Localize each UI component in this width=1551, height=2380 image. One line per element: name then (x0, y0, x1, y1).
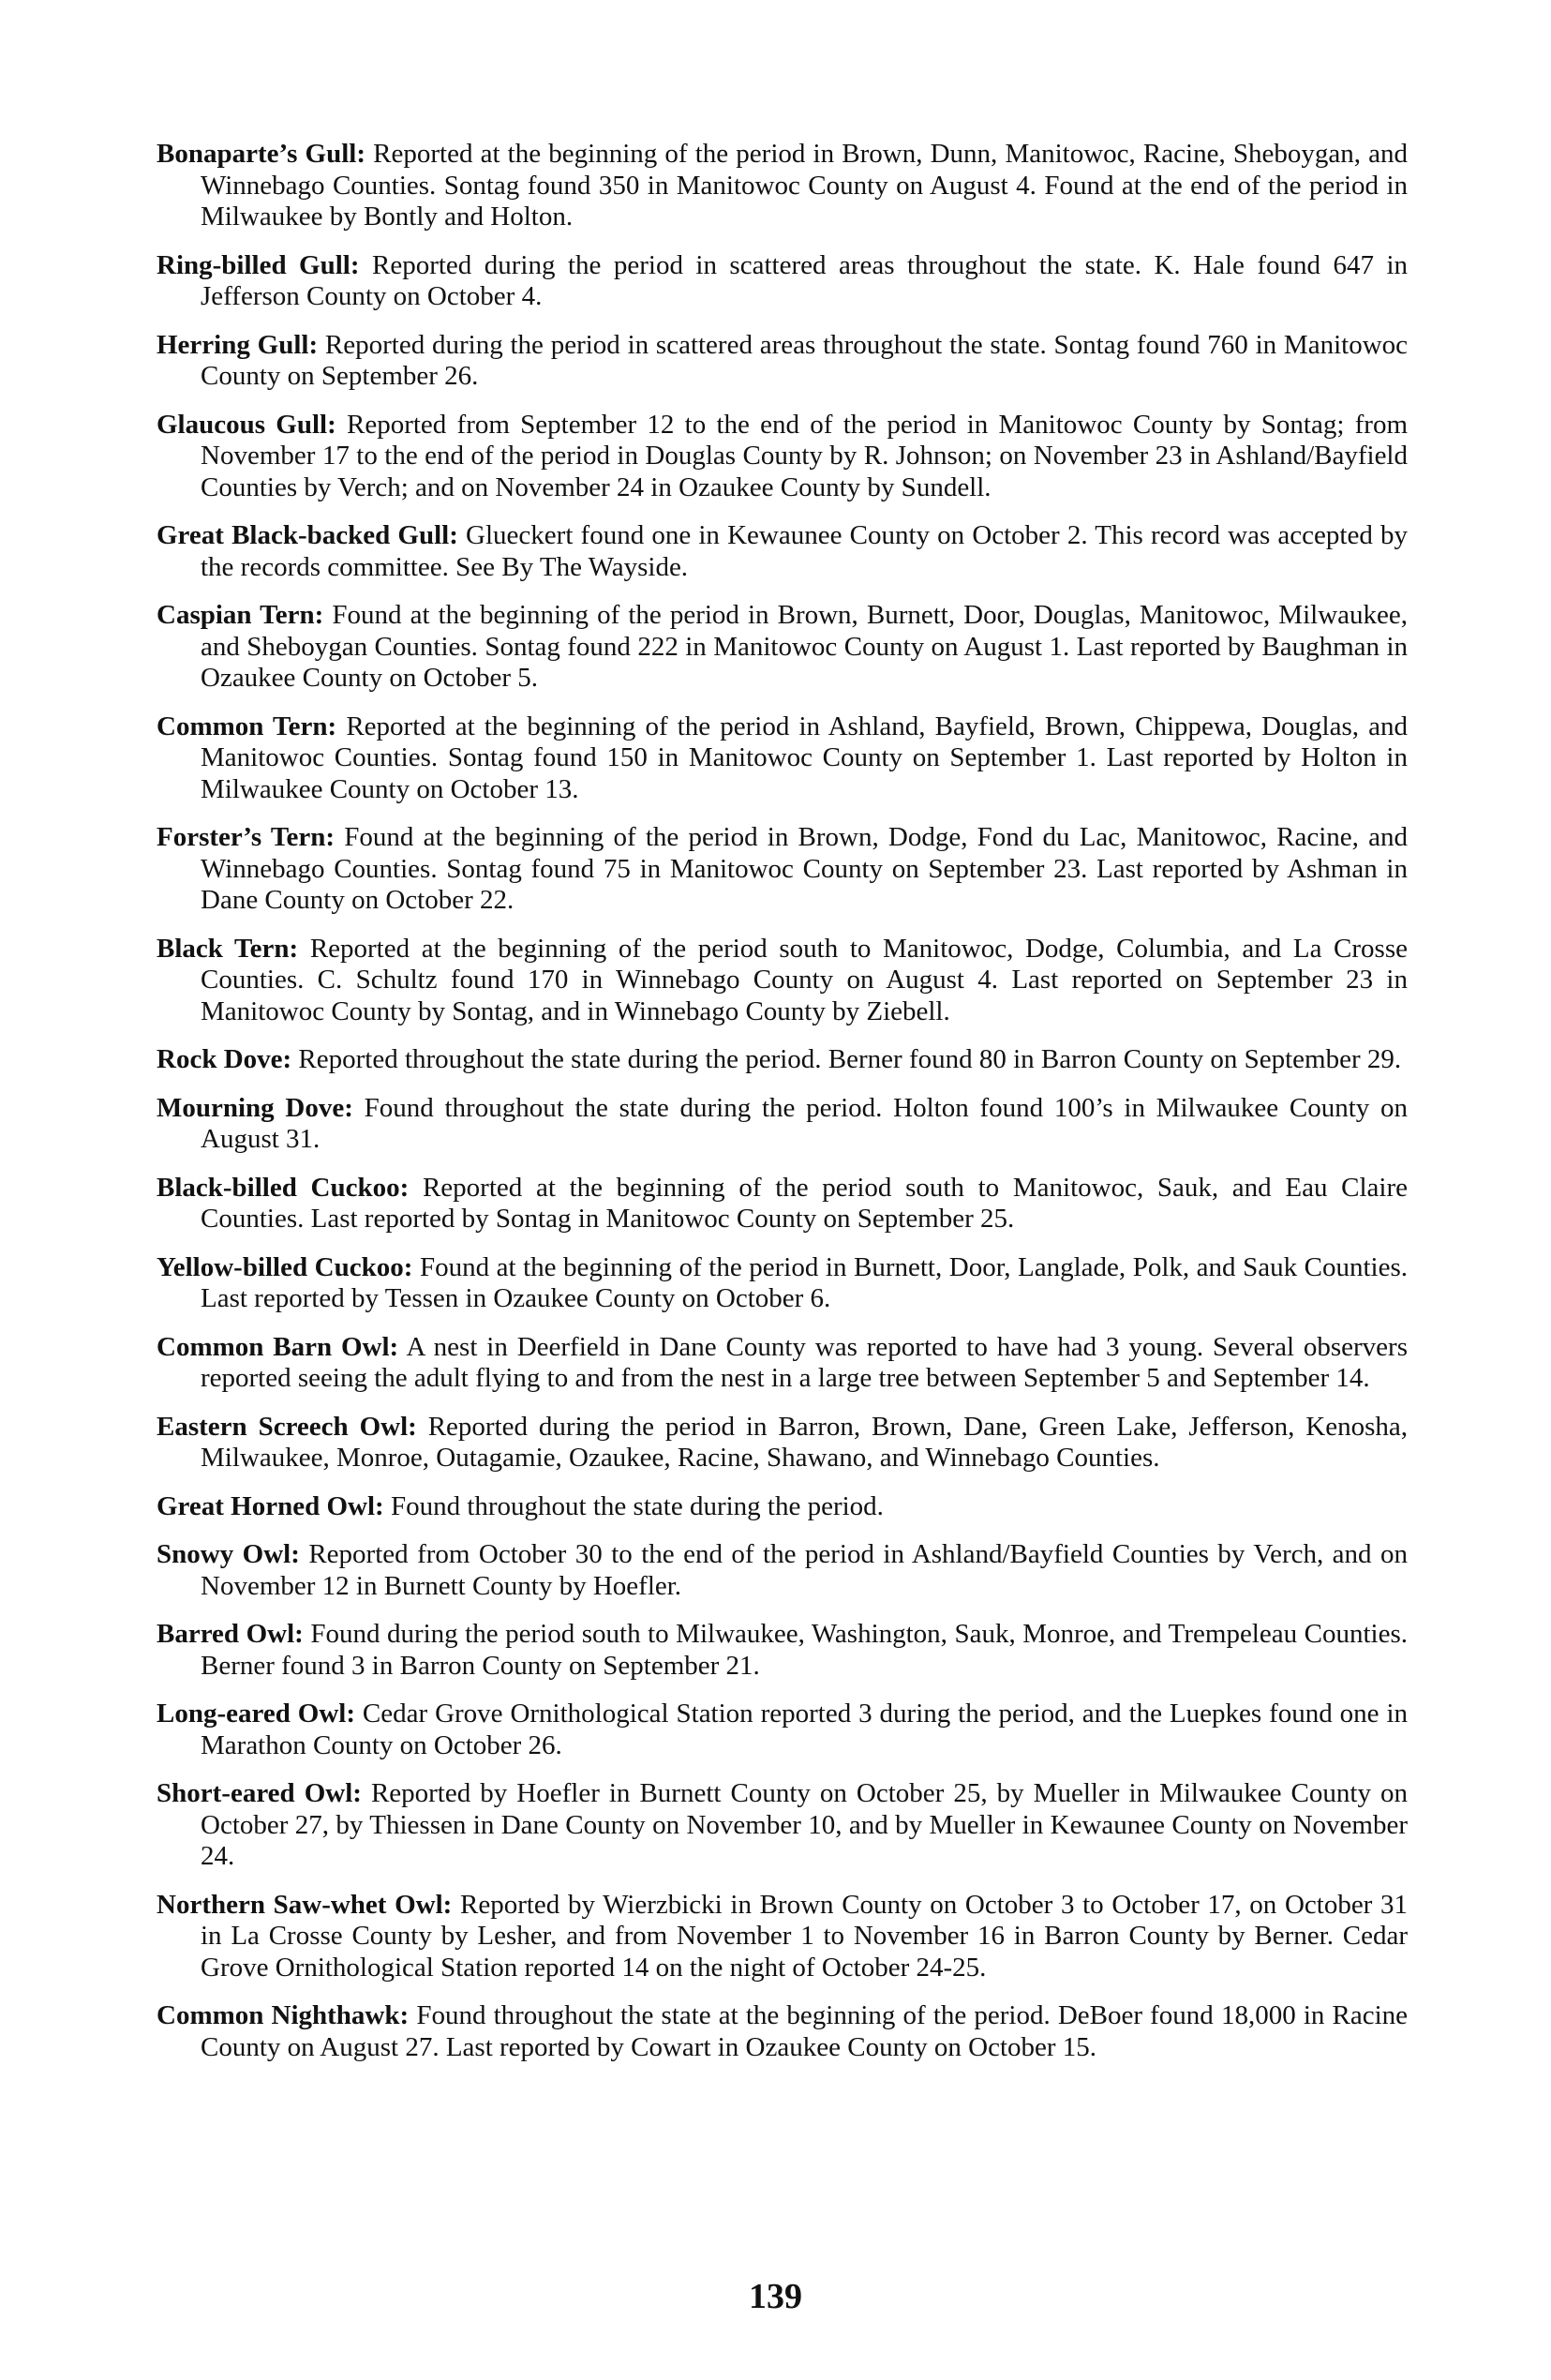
species-text: Reported at the beginning of the period in Brown, Dunn, Manitowoc, Racine, Sheboygan, and Winnebago Counties. Sontag found 350 in Manitowoc County on August 4. Found at the end of the period in Milwaukee by Bontly and Holton. (201, 139, 1408, 232)
species-text: Reported by Wierzbicki in Brown County on October 3 to October 17, on October 31 in La Crosse County by Lesher, and from November 1 to November 16 in Barron County by Berner. Cedar Grove Ornithological Station reported 14 on the night of October 24-25. (201, 1889, 1408, 1983)
species-name: Snowy Owl: (157, 1539, 300, 1569)
species-text: A nest in Deerfield in Dane County was reported to have had 3 young. Several observers reported seeing the adult flying to and from the nest in a large tree between September 5 and September 14. (201, 1331, 1408, 1393)
species-name: Northern Saw-whet Owl: (157, 1889, 453, 1920)
species-name: Caspian Tern: (157, 600, 324, 630)
species-entry (157, 934, 1408, 1028)
species-entry (157, 1252, 1408, 1315)
species-entry (157, 822, 1408, 917)
species-name: Long-eared Owl: (157, 1699, 355, 1729)
species-name: Great Black-backed Gull: (157, 520, 458, 550)
species-text: Glueckert found one in Kewaunee County on October 2. This record was accepted by the records committee. See By The Wayside. (201, 520, 1408, 582)
species-entry (157, 330, 1408, 393)
species-name: Common Barn Owl: (157, 1331, 399, 1362)
species-name: Short-eared Owl: (157, 1778, 362, 1808)
species-text: Cedar Grove Ornithological Station reported 3 during the period, and the Luepkes found one in Marathon County on October 26. (201, 1699, 1408, 1760)
species-entry (157, 2000, 1408, 2063)
species-text: Reported from September 12 to the end of the period in Manitowoc County by Sontag; from November 17 to the end of the period in Douglas County by R. Johnson; on November 23 in Ashland/Bayfield Counties by Verch; and on November 24 in Ozaukee County by Sundell. (201, 409, 1408, 502)
species-entry (157, 139, 1408, 233)
species-entry (157, 1699, 1408, 1761)
species-name: Great Horned Owl: (157, 1490, 384, 1521)
species-name: Ring-billed Gull: (157, 249, 360, 280)
species-entry (157, 1412, 1408, 1474)
species-text: Reported by Hoefler in Burnett County on October 25, by Mueller in Milwaukee County on October 27, by Thiessen in Dane County on November 10, and by Mueller in Kewaunee County on November 24. (201, 1778, 1408, 1871)
species-name: Glaucous Gull: (157, 409, 336, 440)
species-text: Found throughout the state during the period. (390, 1490, 884, 1521)
species-text: Found during the period south to Milwaukee, Washington, Sauk, Monroe, and Trempeleau Counties. Berner found 3 in Barron County on September 21. (201, 1619, 1408, 1681)
species-text: Reported at the beginning of the period south to Manitowoc, Sauk, and Eau Claire Counties. Last reported by Sontag in Manitowoc County on September 25. (201, 1172, 1408, 1234)
species-entry (157, 1332, 1408, 1395)
species-name: Herring Gull: (157, 329, 319, 360)
species-name: Black-billed Cuckoo: (157, 1172, 410, 1203)
species-name: Barred Owl: (157, 1619, 304, 1649)
species-name: Forster’s Tern: (157, 822, 336, 852)
species-text: Found throughout the state at the beginning of the period. DeBoer found 18,000 in Racine County on August 27. Last reported by Cowart in Ozaukee County on October 15. (201, 2000, 1409, 2062)
species-text: Reported at the beginning of the period south to Manitowoc, Dodge, Columbia, and La Crosse Counties. C. Schultz found 170 in Winnebago County on August 4. Last reported on September 23 in Manitowoc County by Sontag, and in Winnebago County by Ziebell. (201, 933, 1408, 1026)
species-text: Found at the beginning of the period in Brown, Dodge, Fond du Lac, Manitowoc, Racine, and Winnebago Counties. Sontag found 75 in Manitowoc County on September 23. Last reported by Ashman in Dane County on October 22. (201, 822, 1408, 915)
species-entry (157, 410, 1408, 504)
species-name: Rock Dove: (157, 1044, 292, 1074)
species-entry (157, 1619, 1408, 1682)
page-number: 139 (749, 2277, 802, 2316)
species-entry (157, 250, 1408, 313)
species-entry (157, 1173, 1408, 1235)
species-entry (157, 1890, 1408, 1984)
species-text: Reported throughout the state during the period. Berner found 80 in Barron County on September 29. (298, 1044, 1402, 1074)
species-entry (157, 520, 1408, 583)
species-entry (157, 711, 1408, 806)
species-entry (157, 600, 1408, 695)
species-entry (157, 1778, 1408, 1873)
species-text: Reported from October 30 to the end of the period in Ashland/Bayfield Counties by Verch, and on November 12 in Burnett County by Hoefler. (201, 1539, 1408, 1601)
species-name: Common Tern: (157, 711, 337, 741)
species-text: Found throughout the state during the period. Holton found 100’s in Milwaukee County on August 31. (201, 1092, 1408, 1154)
species-accounts (157, 139, 1408, 2080)
species-name: Mourning Dove: (157, 1092, 353, 1123)
species-name: Common Nighthawk: (157, 2000, 410, 2030)
species-name: Yellow-billed Cuckoo: (157, 1251, 413, 1282)
species-entry (157, 1491, 1408, 1523)
species-text: Reported at the beginning of the period in Ashland, Bayfield, Brown, Chippewa, Douglas, and Manitowoc Counties. Sontag found 150 in Manitowoc County on September 1. Last reported by Holton in Milwaukee County on October 13. (201, 711, 1408, 804)
species-text: Found at the beginning of the period in Burnett, Door, Langlade, Polk, and Sauk Counties. Last reported by Tessen in Ozaukee County on October 6. (201, 1251, 1408, 1313)
species-text: Found at the beginning of the period in Brown, Burnett, Door, Douglas, Manitowoc, Milwaukee, and Sheboygan Counties. Sontag found 222 in Manitowoc County on August 1. Last reported by Baughman in Ozaukee County on October 5. (201, 600, 1408, 693)
species-entry (157, 1539, 1408, 1602)
species-text: Reported during the period in Barron, Brown, Dane, Green Lake, Jefferson, Kenosha, Milwaukee, Monroe, Outagamie, Ozaukee, Racine, Shawano, and Winnebago Counties. (201, 1411, 1409, 1473)
species-name: Bonaparte’s Gull: (157, 139, 365, 169)
species-entry (157, 1093, 1408, 1156)
species-name: Black Tern: (157, 933, 299, 964)
species-name: Eastern Screech Owl: (157, 1411, 417, 1442)
species-text: Reported during the period in scattered areas throughout the state. Sontag found 760 in Manitowoc County on September 26. (201, 329, 1409, 391)
species-text: Reported during the period in scattered areas throughout the state. K. Hale found 647 in Jefferson County on October 4. (201, 249, 1409, 311)
species-entry (157, 1044, 1408, 1076)
